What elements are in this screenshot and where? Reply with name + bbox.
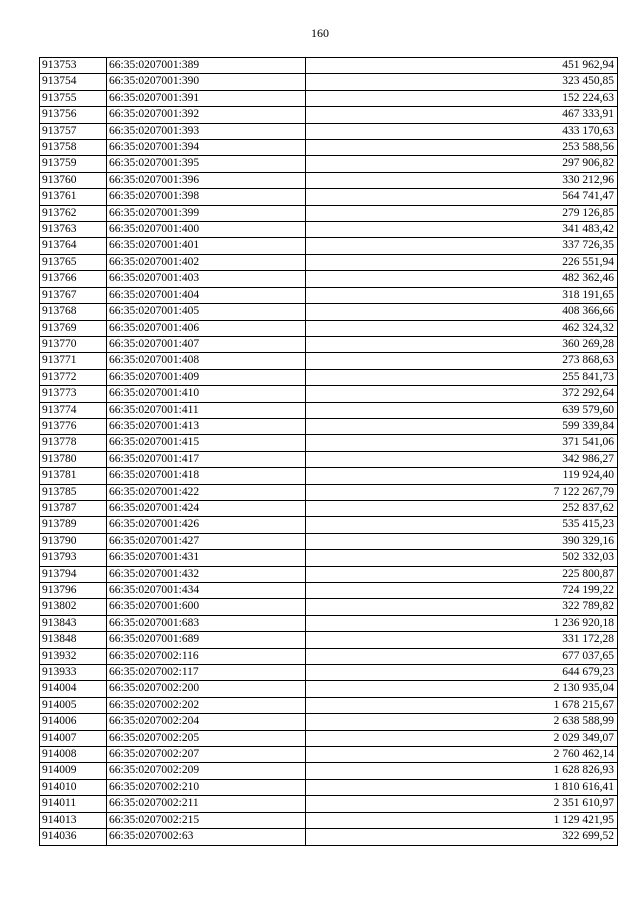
cadastral-number-cell: 66:35:0207001:689: [107, 632, 306, 648]
cadastral-number-cell: 66:35:0207001:399: [107, 205, 306, 221]
value-cell: 322 699,52: [306, 829, 618, 845]
cadastral-number-cell: 66:35:0207002:205: [107, 730, 306, 746]
row-id-cell: 913763: [40, 222, 107, 238]
value-cell: 1 678 215,67: [306, 697, 618, 713]
row-id-cell: 914010: [40, 779, 107, 795]
table-row: [40, 123, 618, 139]
table-row: [40, 484, 618, 500]
registry-table: [39, 57, 618, 846]
row-id-cell: 913787: [40, 500, 107, 516]
table-row: [40, 779, 618, 795]
value-cell: 599 339,84: [306, 418, 618, 434]
cadastral-number-cell: 66:35:0207001:396: [107, 172, 306, 188]
row-id-cell: 913768: [40, 304, 107, 320]
table-row: [40, 550, 618, 566]
table-row: [40, 107, 618, 123]
value-cell: 360 269,28: [306, 336, 618, 352]
row-id-cell: 913802: [40, 599, 107, 615]
table-row: [40, 172, 618, 188]
cadastral-number-cell: 66:35:0207001:422: [107, 484, 306, 500]
cadastral-number-cell: 66:35:0207001:415: [107, 435, 306, 451]
value-cell: 297 906,82: [306, 156, 618, 172]
row-id-cell: 914036: [40, 829, 107, 845]
cadastral-number-cell: 66:35:0207001:600: [107, 599, 306, 615]
table-row: [40, 615, 618, 631]
row-id-cell: 914008: [40, 747, 107, 763]
cadastral-number-cell: 66:35:0207002:63: [107, 829, 306, 845]
row-id-cell: 913766: [40, 271, 107, 287]
value-cell: 2 351 610,97: [306, 796, 618, 812]
value-cell: 502 332,03: [306, 550, 618, 566]
cadastral-number-cell: 66:35:0207001:424: [107, 500, 306, 516]
table-row: [40, 599, 618, 615]
value-cell: 1 810 616,41: [306, 779, 618, 795]
value-cell: 342 986,27: [306, 451, 618, 467]
table-row: [40, 796, 618, 812]
value-cell: 2 638 588,99: [306, 714, 618, 730]
row-id-cell: 914005: [40, 697, 107, 713]
table-row: [40, 189, 618, 205]
value-cell: 371 541,06: [306, 435, 618, 451]
cadastral-number-cell: 66:35:0207001:406: [107, 320, 306, 336]
cadastral-number-cell: 66:35:0207001:413: [107, 418, 306, 434]
table-row: [40, 533, 618, 549]
value-cell: 372 292,64: [306, 386, 618, 402]
cadastral-number-cell: 66:35:0207002:211: [107, 796, 306, 812]
table-row: [40, 632, 618, 648]
row-id-cell: 913767: [40, 287, 107, 303]
row-id-cell: 913769: [40, 320, 107, 336]
value-cell: 331 172,28: [306, 632, 618, 648]
table-row: [40, 812, 618, 828]
cadastral-number-cell: 66:35:0207001:408: [107, 353, 306, 369]
cadastral-number-cell: 66:35:0207001:389: [107, 58, 306, 74]
cadastral-number-cell: 66:35:0207002:117: [107, 665, 306, 681]
page-number: 160: [311, 26, 329, 40]
value-cell: 433 170,63: [306, 123, 618, 139]
row-id-cell: 913933: [40, 665, 107, 681]
table-row: [40, 566, 618, 582]
value-cell: 225 800,87: [306, 566, 618, 582]
table-row: [40, 747, 618, 763]
value-cell: 226 551,94: [306, 254, 618, 270]
row-id-cell: 913781: [40, 468, 107, 484]
table-row: [40, 418, 618, 434]
table-row: [40, 90, 618, 106]
value-cell: 7 122 267,79: [306, 484, 618, 500]
cadastral-number-cell: 66:35:0207001:401: [107, 238, 306, 254]
row-id-cell: 913848: [40, 632, 107, 648]
value-cell: 279 126,85: [306, 205, 618, 221]
value-cell: 564 741,47: [306, 189, 618, 205]
value-cell: 255 841,73: [306, 369, 618, 385]
row-id-cell: 914007: [40, 730, 107, 746]
row-id-cell: 914011: [40, 796, 107, 812]
value-cell: 462 324,32: [306, 320, 618, 336]
cadastral-number-cell: 66:35:0207001:427: [107, 533, 306, 549]
cadastral-number-cell: 66:35:0207002:200: [107, 681, 306, 697]
row-id-cell: 913771: [40, 353, 107, 369]
table-row: [40, 369, 618, 385]
value-cell: 1 628 826,93: [306, 763, 618, 779]
row-id-cell: 913765: [40, 254, 107, 270]
table-row: [40, 665, 618, 681]
cadastral-number-cell: 66:35:0207001:411: [107, 402, 306, 418]
value-cell: 330 212,96: [306, 172, 618, 188]
table-row: [40, 500, 618, 516]
cadastral-number-cell: 66:35:0207001:417: [107, 451, 306, 467]
table-row: [40, 714, 618, 730]
row-id-cell: 913778: [40, 435, 107, 451]
cadastral-number-cell: 66:35:0207001:394: [107, 140, 306, 156]
value-cell: 1 236 920,18: [306, 615, 618, 631]
table-row: [40, 254, 618, 270]
table-row: [40, 583, 618, 599]
value-cell: 467 333,91: [306, 107, 618, 123]
row-id-cell: 913770: [40, 336, 107, 352]
table-row: [40, 468, 618, 484]
table-row: [40, 238, 618, 254]
cadastral-number-cell: 66:35:0207001:400: [107, 222, 306, 238]
row-id-cell: 913755: [40, 90, 107, 106]
value-cell: 390 329,16: [306, 533, 618, 549]
cadastral-number-cell: 66:35:0207001:683: [107, 615, 306, 631]
row-id-cell: 913776: [40, 418, 107, 434]
value-cell: 341 483,42: [306, 222, 618, 238]
cadastral-number-cell: 66:35:0207001:404: [107, 287, 306, 303]
row-id-cell: 913754: [40, 74, 107, 90]
row-id-cell: 913774: [40, 402, 107, 418]
value-cell: 2 130 935,04: [306, 681, 618, 697]
value-cell: 639 579,60: [306, 402, 618, 418]
cadastral-number-cell: 66:35:0207001:393: [107, 123, 306, 139]
row-id-cell: 913780: [40, 451, 107, 467]
table-row: [40, 648, 618, 664]
cadastral-number-cell: 66:35:0207002:215: [107, 812, 306, 828]
table-row: [40, 402, 618, 418]
cadastral-number-cell: 66:35:0207001:402: [107, 254, 306, 270]
cadastral-number-cell: 66:35:0207001:410: [107, 386, 306, 402]
value-cell: 677 037,65: [306, 648, 618, 664]
value-cell: 252 837,62: [306, 500, 618, 516]
value-cell: 318 191,65: [306, 287, 618, 303]
cadastral-number-cell: 66:35:0207001:403: [107, 271, 306, 287]
value-cell: 322 789,82: [306, 599, 618, 615]
value-cell: 2 029 349,07: [306, 730, 618, 746]
row-id-cell: 913758: [40, 140, 107, 156]
row-id-cell: 913753: [40, 58, 107, 74]
table-row: [40, 697, 618, 713]
row-id-cell: 913794: [40, 566, 107, 582]
value-cell: 152 224,63: [306, 90, 618, 106]
cadastral-number-cell: 66:35:0207001:434: [107, 583, 306, 599]
cadastral-number-cell: 66:35:0207001:405: [107, 304, 306, 320]
table-row: [40, 156, 618, 172]
row-id-cell: 913843: [40, 615, 107, 631]
table-row: [40, 763, 618, 779]
row-id-cell: 913785: [40, 484, 107, 500]
row-id-cell: 913764: [40, 238, 107, 254]
row-id-cell: 914013: [40, 812, 107, 828]
row-id-cell: 913790: [40, 533, 107, 549]
cadastral-number-cell: 66:35:0207001:409: [107, 369, 306, 385]
table-row: [40, 222, 618, 238]
row-id-cell: 913760: [40, 172, 107, 188]
table-row: [40, 730, 618, 746]
row-id-cell: 913789: [40, 517, 107, 533]
value-cell: 482 362,46: [306, 271, 618, 287]
cadastral-number-cell: 66:35:0207002:116: [107, 648, 306, 664]
registry-table-body: [40, 58, 618, 846]
table-row: [40, 681, 618, 697]
value-cell: 253 588,56: [306, 140, 618, 156]
cadastral-number-cell: 66:35:0207002:207: [107, 747, 306, 763]
cadastral-number-cell: 66:35:0207002:209: [107, 763, 306, 779]
value-cell: 724 199,22: [306, 583, 618, 599]
value-cell: 408 366,66: [306, 304, 618, 320]
table-row: [40, 829, 618, 845]
row-id-cell: 913759: [40, 156, 107, 172]
row-id-cell: 914004: [40, 681, 107, 697]
table-row: [40, 336, 618, 352]
row-id-cell: 913932: [40, 648, 107, 664]
table-row: [40, 451, 618, 467]
cadastral-number-cell: 66:35:0207001:390: [107, 74, 306, 90]
table-row: [40, 386, 618, 402]
table-row: [40, 353, 618, 369]
table-row: [40, 320, 618, 336]
row-id-cell: 913756: [40, 107, 107, 123]
value-cell: 337 726,35: [306, 238, 618, 254]
cadastral-number-cell: 66:35:0207001:395: [107, 156, 306, 172]
table-row: [40, 58, 618, 74]
table-row: [40, 205, 618, 221]
cadastral-number-cell: 66:35:0207001:431: [107, 550, 306, 566]
cadastral-number-cell: 66:35:0207002:210: [107, 779, 306, 795]
table-row: [40, 140, 618, 156]
value-cell: 451 962,94: [306, 58, 618, 74]
cadastral-number-cell: 66:35:0207001:407: [107, 336, 306, 352]
value-cell: 273 868,63: [306, 353, 618, 369]
cadastral-number-cell: 66:35:0207001:418: [107, 468, 306, 484]
row-id-cell: 914009: [40, 763, 107, 779]
row-id-cell: 914006: [40, 714, 107, 730]
table-row: [40, 74, 618, 90]
table-row: [40, 435, 618, 451]
table-row: [40, 304, 618, 320]
table-row: [40, 271, 618, 287]
value-cell: 1 129 421,95: [306, 812, 618, 828]
table-row: [40, 287, 618, 303]
cadastral-number-cell: 66:35:0207001:391: [107, 90, 306, 106]
value-cell: 323 450,85: [306, 74, 618, 90]
row-id-cell: 913796: [40, 583, 107, 599]
cadastral-number-cell: 66:35:0207002:202: [107, 697, 306, 713]
row-id-cell: 913793: [40, 550, 107, 566]
value-cell: 644 679,23: [306, 665, 618, 681]
row-id-cell: 913762: [40, 205, 107, 221]
value-cell: 119 924,40: [306, 468, 618, 484]
table-row: [40, 517, 618, 533]
row-id-cell: 913757: [40, 123, 107, 139]
cadastral-number-cell: 66:35:0207001:426: [107, 517, 306, 533]
row-id-cell: 913761: [40, 189, 107, 205]
cadastral-number-cell: 66:35:0207001:432: [107, 566, 306, 582]
value-cell: 535 415,23: [306, 517, 618, 533]
row-id-cell: 913773: [40, 386, 107, 402]
cadastral-number-cell: 66:35:0207002:204: [107, 714, 306, 730]
row-id-cell: 913772: [40, 369, 107, 385]
value-cell: 2 760 462,14: [306, 747, 618, 763]
cadastral-number-cell: 66:35:0207001:398: [107, 189, 306, 205]
cadastral-number-cell: 66:35:0207001:392: [107, 107, 306, 123]
